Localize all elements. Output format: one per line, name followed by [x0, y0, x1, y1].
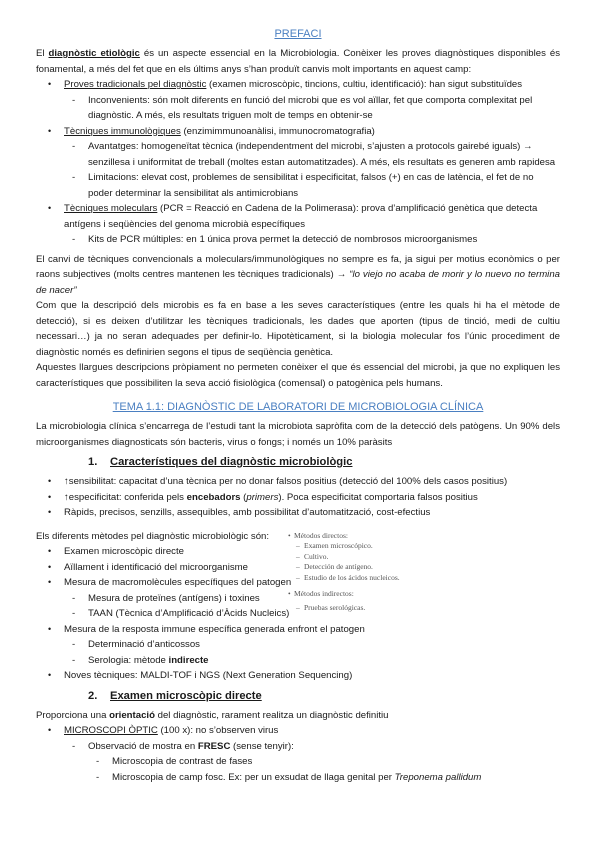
- list-item: • ↑especificitat: conferida pels encebadors (primers). Poca especificitat comportaria falsos positius: [36, 490, 560, 506]
- list-item: • Proves tradicionals pel diagnòstic (examen microscòpic, tincions, cultiu, identificació): han sigut substituïdes: [36, 77, 560, 93]
- side-heading-indirect: • Métodos indirectos:: [288, 589, 568, 600]
- list-subitem: - Mesura de proteïnes (antígens) i toxines: [36, 591, 560, 607]
- list-subsubitem: - Microscopia de camp fosc. Ex: per un exsudat de llaga genital per Treponema pallidum: [36, 770, 560, 786]
- list-subitem: - Limitacions: elevat cost, problemes de sensibilitat i especificitat, falsos (+) en cas de latència, el fet de no poder determinar la sensibilitat als antimicrobians: [36, 170, 560, 201]
- list-subitem: - Avantatges: homogeneïtat tècnica (independentment del microbi, s’ajusten a protocols gairebé iguals) → senzillesa i uniformitat de treball (moltes estan automatitzades). A més, els resultats es generen amb rapidesa: [36, 139, 560, 170]
- prefaci-list: [36, 77, 560, 248]
- list-item: • Noves tècniques: MALDI-TOF i NGS (Next Generation Sequencing): [36, 668, 560, 684]
- list-subitem: - Determinació d’anticossos: [36, 637, 560, 653]
- list-subitem: - Kits de PCR múltiples: en 1 única prova permet la detecció de nombrosos microorganismes: [36, 232, 560, 248]
- features-list: [36, 474, 560, 521]
- list-subitem: - Inconvenients: són molt diferents en funció del microbi que es vol aïllar, fet que comporta complexitat pel diagnòstic. A més, els resultats triguen molt de temps en obtenir-se: [36, 93, 560, 124]
- side-heading-direct: • Métodos directos:: [288, 531, 568, 542]
- list-item: • Mesura de macromolècules específiques del patogen: [36, 575, 560, 591]
- prefaci-title: PREFACI: [274, 28, 322, 40]
- side-item: – Estudio de los ácidos nucleicos.: [288, 573, 568, 584]
- list-subsubitem: - Microscopia de contrast de fases: [36, 754, 560, 770]
- side-item: – Cultivo.: [288, 552, 568, 563]
- list-item: • Tècniques moleculars (PCR = Reacció en Cadena de la Polimerasa): prova d’amplificació genètica que detecta antígens i seqüències del genoma microbià específiques: [36, 201, 560, 232]
- section-heading-2: 2. Examen microscòpic directe: [88, 689, 262, 702]
- tema-title: TEMA 1.1: DIAGNÒSTIC DE LABORATORI DE MICROBIOLOGIA CLÍNICA: [112, 401, 484, 413]
- list-item: • Examen microscòpic directe: [36, 544, 560, 560]
- side-item: – Pruebas serológicas.: [288, 603, 568, 614]
- prefaci-paragraph-1: El canvi de tècniques convencionals a moleculars/immunològiques no sempre es fa, ja sigui per motius econòmics o per raons subjectives (molts centres mantenen les tècniques tradicionals) → “lo viejo no acaba de morir y lo nuevo no termina de nacer”: [36, 253, 560, 296]
- prefaci-intro: El diagnòstic etiològic és un aspecte essencial en la Microbiologia. Conèixer les proves diagnòstiques disponibles és fonamental, a més del fet que en els últims anys s’han produït canvis molt importants en aquest camp:: [36, 48, 560, 75]
- side-item: – Examen microscópico.: [288, 541, 568, 552]
- list-subitem: - Serologia: mètode indirecte: [36, 653, 560, 669]
- list-item: • Aïllament i identificació del microorganisme: [36, 560, 560, 576]
- diagnostic-etiologic-term: diagnòstic etiològic: [48, 48, 140, 59]
- methods-intro: Els diferents mètodes pel diagnòstic microbiològic són:: [36, 530, 270, 542]
- methods-reference-image: [288, 531, 568, 623]
- list-item: • ↑sensibilitat: capacitat d’una tècnica per no donar falsos positius (detecció del 100% dels casos positius): [36, 474, 560, 490]
- section-2-intro: Proporciona una orientació del diagnòstic, rarament realitza un diagnòstic definitiu: [36, 709, 389, 721]
- side-item: – Detección de antígeno.: [288, 562, 568, 573]
- list-item: • MICROSCOPI ÒPTIC (100 x): no s’observen virus: [36, 723, 560, 739]
- microscopy-list: [36, 723, 560, 785]
- tema-intro: La microbiologia clínica s’encarrega de l’estudi tant la microbiota sapròfita com de la detecció dels patògens. Un 90% dels microorganismes diagnosticats són bacteris, virus o fongs; i només un 10% paràsits: [36, 421, 560, 448]
- section-heading-1: 1. Característiques del diagnòstic microbiològic: [88, 456, 353, 468]
- list-item: • Mesura de la resposta immune específica generada enfront el patogen: [36, 622, 560, 638]
- list-subitem: - Observació de mostra en FRESC (sense tenyir):: [36, 739, 560, 755]
- list-item: • Ràpids, precisos, senzills, assequibles, amb possibilitat d’automatització, cost-efectius: [36, 505, 560, 521]
- list-item: • Tècniques immunològiques (enzimimmunoanàlisi, immunocromatografia): [36, 124, 560, 140]
- list-subitem: - TAAN (Tècnica d’Amplificació d’Àcids Nucleics): [36, 606, 560, 622]
- prefaci-paragraph-3: Aquestes llargues descripcions pròpiament no permeten conèixer el que és essencial del microbi, ja que no expliquen les característiques que possibiliten la seva acció fisiològica (comensal) o patogènica pels humans.: [36, 362, 560, 389]
- methods-block: [36, 529, 560, 684]
- prefaci-paragraph-2: Com que la descripció dels microbis es fa en base a les seves característiques (entre les quals hi ha el mètode de detecció), si es deixen d’utilitzar les tècniques tradicionals, les dades que aporten (tipus de tinció, medi de cultiu necessari…) ja no seran adequades per definir-lo. Hipotèticament, si la biologia molecular fos l’únic procediment de diagnòstic només es definirien segons el tipus de seqüència genètica.: [36, 300, 560, 358]
